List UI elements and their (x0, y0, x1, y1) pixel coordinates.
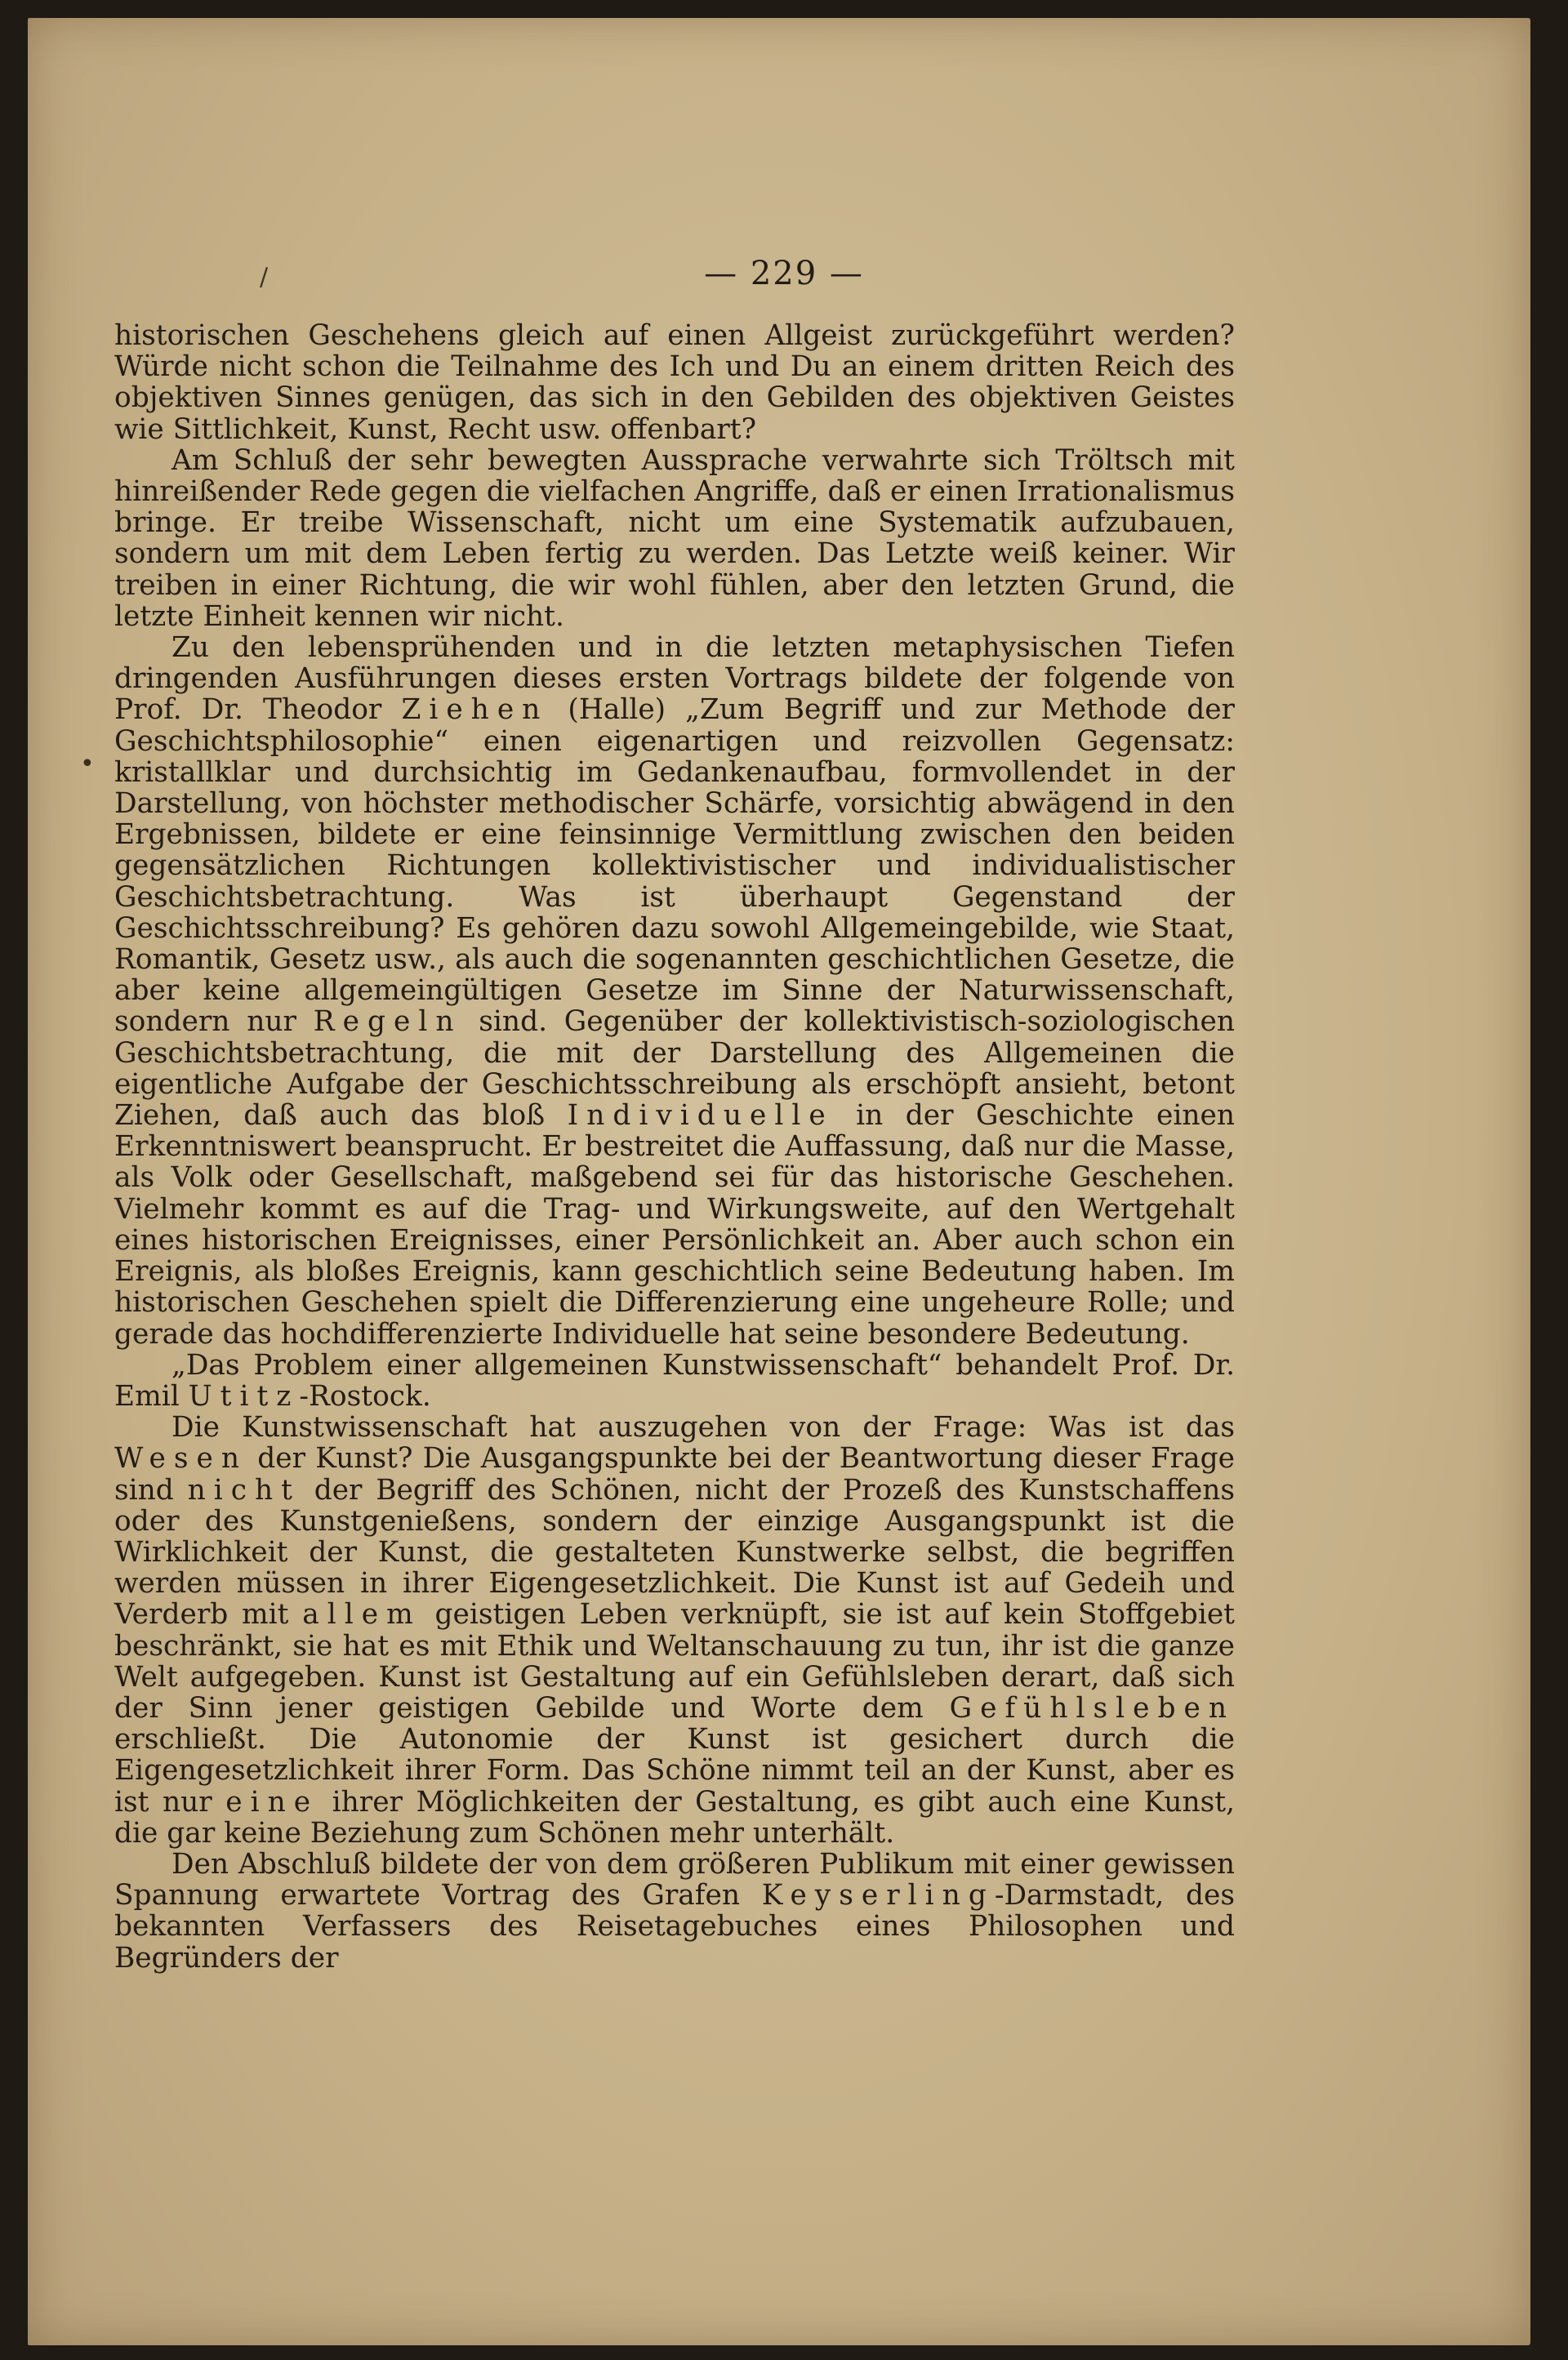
text-run: Die Kunstwissenschaft hat auszugehen von der Frage: Was ist das (172, 1411, 1235, 1445)
body-text (114, 320, 1235, 1974)
text-run: in der Geschichte einen Erkenntniswert beansprucht. Er bestreitet die Auffassung, daß nur die Masse, als Volk oder Gesellschaft, maßgebend sei für das historische Geschehen. Vielmehr kommt es auf die Trag- und Wirkungsweite, auf den Wertgehalt eines historischen Ereignisses, einer Persönlichkeit an. Aber auch schon ein Ereignis, als bloßes Ereignis, kann geschichtlich seine Bedeutung haben. Im historischen Geschehen spielt die Differenzierung eine ungeheure Rolle; und gerade das hochdifferenzierte Individuelle hat seine besondere Bedeutung. (114, 1099, 1235, 1351)
text-run: Am Schluß der sehr bewegten Aussprache verwahrte sich Tröltsch mit hinreißender Rede gegen die vielfachen Angriffe, daß er einen Irrationalismus bringe. Er treibe Wissenschaft, nicht um eine Systematik aufzubauen, sondern um mit dem Leben fertig zu werden. Das Letzte weiß keiner. Wir treiben in einer Richtung, die wir wohl fühlen, aber den letzten Grund, die letzte Einheit kennen wir nicht. (114, 443, 1235, 633)
spaced-emphasis-text: eine (225, 1785, 319, 1819)
margin-dot-mark: • (80, 750, 95, 778)
spaced-emphasis-text: Gefühlsleben (949, 1691, 1235, 1725)
text-run: der Begriff des Schönen, nicht der Prozeß des Kunstschaffens oder des Kunstgenießens, sondern der einzige Ausgangspunkt ist die Wirklichkeit der Kunst, die gestalteten Kunstwerke selbst, die begriffen werden müssen in ihrer Eigengesetzlichkeit. Die Kunst ist auf Gedeih und Verderb mit (114, 1473, 1235, 1632)
text-run: Den Abschluß bildete der von dem größeren Publikum mit einer gewissen Spannung erwartete Vortrag des Grafen (114, 1847, 1235, 1912)
text-run: erschließt. Die Autonomie der Kunst ist gesichert durch die Eigengesetzlichkeit ihrer Form. Das Schöne nimmt teil an der Kunst, aber es ist nur (114, 1723, 1235, 1819)
text-run: -Darmstadt, des bekannten Verfassers des Reisetagebuches eines Philosophen und Begründers der (114, 1879, 1235, 1975)
text-run: ihrer Möglichkeiten der Gestaltung, es gibt auch eine Kunst, die gar keine Beziehung zum Schönen mehr unterhält. (114, 1785, 1235, 1850)
text-run: Zu den lebensprühenden und in die letzten metaphysischen Tiefen dringenden Ausführungen dieses ersten Vortrags bildete der folgende von Prof. Dr. Theodor (114, 631, 1235, 727)
text-run: „Das Problem einer allgemeinen Kunstwissenschaft“ behandelt Prof. Dr. Emil (114, 1348, 1235, 1413)
paragraph (114, 1849, 1235, 1974)
text-run: (Halle) „Zum Begriff und zur Methode der Geschichtsphilosophie“ einen eigenartigen und reizvollen Gegensatz: kristallklar und durchsichtig im Gedankenaufbau, formvollendet in der Darstellung, von höchster methodischer Schärfe, vorsichtig abwägend in den Ergebnissen, bildete er eine feinsinnige Vermittlung zwischen den beiden gegensätzlichen Richtungen kollektivistischer und individualistischer Geschichtsbetrachtung. Was ist überhaupt Gegenstand der Geschichtsschreibung? Es gehören dazu sowohl Allgemeingebilde, wie Staat, Romantik, Gesetz usw., als auch die sogenannten geschichtlichen Gesetze, die aber keine allgemeingültigen Gesetze im Sinne der Naturwissenschaft, sondern nur (114, 693, 1236, 1039)
text-run: sind. Gegenüber der kollektivistisch-soziologischen Geschichtsbetrachtung, die mit der Darstellung des Allgemeinen die eigentliche Aufgabe der Geschichtsschreibung als erschöpft ansieht, betont Ziehen, daß auch das bloß (114, 1005, 1235, 1133)
spaced-emphasis-text: Regeln (313, 1005, 462, 1039)
spaced-emphasis-text: Wesen (114, 1442, 248, 1476)
spaced-emphasis-text: Ziehen (401, 693, 549, 727)
spaced-emphasis-text: Utitz (188, 1379, 300, 1413)
paragraph (114, 445, 1235, 632)
text-run: historischen Geschehens gleich auf einen Allgeist zurückgeführt werden? Würde nicht schon die Teilnahme des Ich und Du an einem dritten Reich des objektiven Sinnes genügen, das sich in den Gebilden des objektiven Geistes wie Sittlichkeit, Kunst, Recht usw. offenbart? (114, 319, 1235, 446)
text-run: der Kunst? Die Ausgangspunkte bei der Beantwortung dieser Frage sind (114, 1442, 1235, 1507)
paragraph (114, 632, 1235, 1350)
page-number: — 229 — (704, 255, 864, 292)
spaced-emphasis-text: allem (302, 1598, 421, 1632)
text-run: geistigen Leben verknüpft, sie ist auf kein Stoffgebiet beschränkt, sie hat es mit Ethik und Weltanschauung zu tun, ihr ist die ganze Welt aufgegeben. Kunst ist Gestaltung auf ein Gefühlsleben derart, daß sich der Sinn jener geistigen Gebilde und Worte dem (114, 1598, 1235, 1725)
pencil-mark: / (260, 263, 269, 292)
spaced-emphasis-text: nicht (187, 1473, 301, 1507)
spaced-emphasis-text: Keyserling (761, 1879, 995, 1912)
paragraph (114, 1350, 1235, 1412)
paragraph (114, 1412, 1235, 1849)
paragraph (114, 320, 1235, 445)
text-run: -Rostock. (299, 1379, 431, 1413)
spaced-emphasis-text: Individuelle (567, 1099, 834, 1133)
